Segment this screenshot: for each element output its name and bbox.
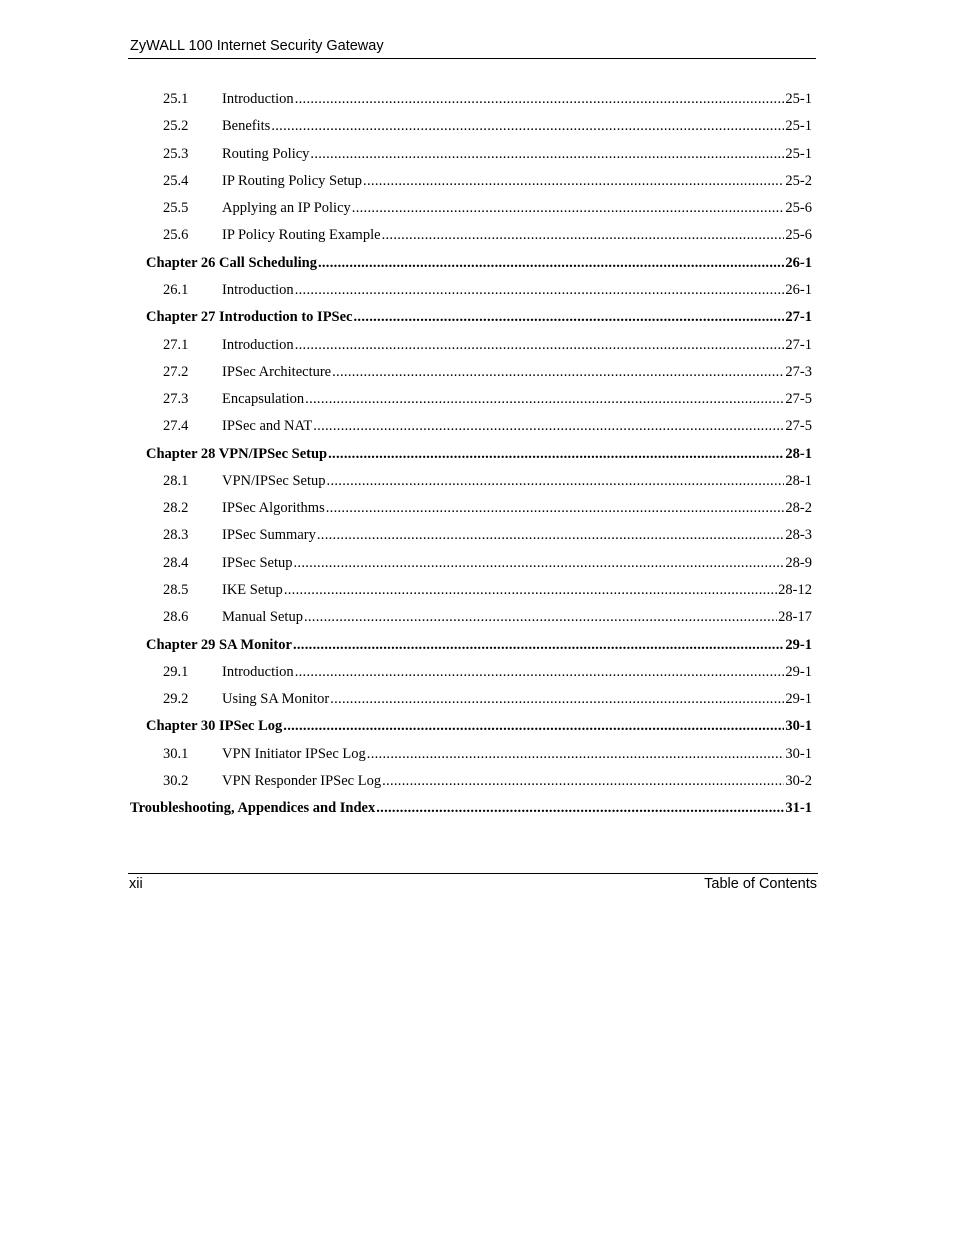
toc-entry-line <box>222 280 812 300</box>
dot-leader <box>284 580 777 600</box>
toc-entry-line <box>146 307 812 327</box>
toc-entry-line <box>222 389 812 409</box>
toc-entry-title: VPN Initiator IPSec Log <box>222 745 366 762</box>
toc-section-entry[interactable] <box>0 171 954 191</box>
toc-page-number: 28-1 <box>785 472 812 489</box>
toc-page-number: 27-5 <box>785 418 812 435</box>
document-title: ZyWALL 100 Internet Security Gateway <box>130 38 384 54</box>
dot-leader <box>283 716 784 736</box>
toc-entry-line <box>222 116 812 136</box>
dot-leader <box>326 498 785 518</box>
toc-section-entry[interactable] <box>0 771 954 791</box>
toc-page-number: 25-1 <box>785 145 812 162</box>
toc-page-number: 31-1 <box>785 800 812 817</box>
dot-leader <box>382 225 785 245</box>
toc-entry-title: IKE Setup <box>222 582 283 599</box>
toc-entry-title: Chapter 30 IPSec Log <box>146 718 283 735</box>
dot-leader <box>327 471 785 491</box>
toc-section-entry[interactable] <box>0 525 954 545</box>
toc-section-entry[interactable] <box>0 116 954 136</box>
toc-entry-line <box>130 798 812 818</box>
toc-entry-line <box>146 444 812 464</box>
toc-section-number: 30.2 <box>163 773 189 789</box>
dot-leader <box>367 744 785 764</box>
toc-section-number: 27.2 <box>163 363 189 380</box>
toc-section-number: 28.1 <box>163 472 189 489</box>
toc-entry-line <box>222 607 812 627</box>
toc-page-number: 27-1 <box>785 336 812 353</box>
toc-entry-title: Routing Policy <box>222 145 310 162</box>
toc-page-number: 28-9 <box>785 554 812 571</box>
dot-leader <box>318 253 784 273</box>
toc-section-number: 25.1 <box>163 91 189 107</box>
toc-entry-line <box>222 498 812 518</box>
toc-page-number: 25-6 <box>785 200 812 217</box>
toc-section-entry[interactable] <box>0 553 954 573</box>
dot-leader <box>295 89 785 109</box>
dot-leader <box>293 553 784 573</box>
page-number: xii <box>129 876 143 892</box>
toc-section-number: 28.2 <box>163 500 189 517</box>
toc-section-entry[interactable] <box>0 689 954 709</box>
toc-section-number: 26.1 <box>163 281 189 298</box>
dot-leader <box>295 280 785 300</box>
toc-page-number: 28-17 <box>778 609 812 626</box>
dot-leader <box>354 307 785 327</box>
dot-leader <box>317 525 785 545</box>
toc-page-number: 28-12 <box>778 582 812 599</box>
dot-leader <box>304 607 777 627</box>
toc-section-entry[interactable] <box>0 225 954 245</box>
toc-section-entry[interactable] <box>0 471 954 491</box>
toc-section-number: 25.3 <box>163 145 189 162</box>
toc-section-entry[interactable] <box>0 198 954 218</box>
toc-chapter-entry[interactable] <box>0 444 954 464</box>
dot-leader <box>313 416 784 436</box>
toc-entry-title: Chapter 29 SA Monitor <box>146 636 292 653</box>
toc-entry-line <box>146 716 812 736</box>
toc-entry-title: IPSec Setup <box>222 554 293 571</box>
toc-entry-line <box>222 416 812 436</box>
toc-page-number: 28-1 <box>785 445 812 462</box>
toc-section-number: 29.2 <box>163 691 189 708</box>
toc-section-entry[interactable] <box>0 362 954 382</box>
toc-entry-title: VPN/IPSec Setup <box>222 472 326 489</box>
toc-page-number: 25-2 <box>785 172 812 189</box>
toc-entry-title: Manual Setup <box>222 609 303 626</box>
toc-section-entry[interactable] <box>0 144 954 164</box>
toc-entry-title: Chapter 27 Introduction to IPSec <box>146 309 353 326</box>
dot-leader <box>330 689 784 709</box>
dot-leader <box>328 444 784 464</box>
toc-section-number: 27.4 <box>163 418 189 435</box>
toc-entry-line <box>222 225 812 245</box>
toc-entry-line <box>222 771 812 791</box>
dot-leader <box>352 198 785 218</box>
page-footer <box>128 873 818 894</box>
toc-entry-line <box>222 198 812 218</box>
toc-entry-line <box>222 171 812 191</box>
toc-section-entry[interactable] <box>0 89 954 109</box>
toc-section-entry[interactable] <box>0 580 954 600</box>
toc-section-number: 30.1 <box>163 745 189 762</box>
toc-entry-title: IPSec Algorithms <box>222 500 325 517</box>
toc-page-number: 30-1 <box>785 718 812 735</box>
toc-entry-title: Encapsulation <box>222 391 305 408</box>
toc-section-number: 27.3 <box>163 391 189 408</box>
dot-leader <box>295 662 785 682</box>
toc-entry-title: Applying an IP Policy <box>222 200 351 217</box>
toc-entry-line <box>222 144 812 164</box>
toc-page-number: 27-5 <box>785 391 812 408</box>
toc-section-entry[interactable] <box>0 498 954 518</box>
toc-section-number: 25.2 <box>163 118 189 135</box>
toc-part-entry[interactable] <box>0 798 954 818</box>
toc-entry-title: IPSec and NAT <box>222 418 313 435</box>
toc-chapter-entry[interactable] <box>0 307 954 327</box>
toc-page-number: 27-1 <box>785 309 812 326</box>
dot-leader <box>332 362 784 382</box>
toc-entry-line <box>146 253 812 273</box>
page-header <box>128 37 816 59</box>
footer-section-title: Table of Contents <box>704 876 817 892</box>
toc-section-number: 28.3 <box>163 527 189 544</box>
toc-section-number: 28.5 <box>163 582 189 599</box>
toc-section-entry[interactable] <box>0 280 954 300</box>
toc-page-number: 27-3 <box>785 363 812 380</box>
toc-section-number: 28.6 <box>163 609 189 626</box>
toc-entry-title: IPSec Architecture <box>222 363 332 380</box>
toc-section-entry[interactable] <box>0 744 954 764</box>
toc-chapter-entry[interactable] <box>0 253 954 273</box>
toc-entry-title: Benefits <box>222 118 271 135</box>
dot-leader <box>295 335 785 355</box>
toc-page-number: 28-3 <box>785 527 812 544</box>
dot-leader <box>376 798 784 818</box>
toc-section-number: 29.1 <box>163 663 189 680</box>
toc-section-entry[interactable] <box>0 389 954 409</box>
toc-entry-line <box>222 89 812 109</box>
toc-entry-line <box>146 635 812 655</box>
dot-leader <box>363 171 784 191</box>
toc-entry-line <box>222 580 812 600</box>
toc-page-number: 29-1 <box>785 636 812 653</box>
toc-section-entry[interactable] <box>0 335 954 355</box>
dot-leader <box>310 144 784 164</box>
toc-entry-title: Chapter 26 Call Scheduling <box>146 254 317 271</box>
dot-leader <box>305 389 784 409</box>
toc-section-entry[interactable] <box>0 607 954 627</box>
toc-entry-title: IP Policy Routing Example <box>222 227 381 244</box>
toc-entry-line <box>222 662 812 682</box>
toc-page-number: 25-1 <box>785 118 812 135</box>
toc-entry-line <box>222 553 812 573</box>
toc-section-entry[interactable] <box>0 416 954 436</box>
toc-entry-title: Introduction <box>222 336 294 353</box>
toc-entry-line <box>222 744 812 764</box>
toc-page-number: 30-2 <box>785 773 812 789</box>
toc-page-number: 26-1 <box>785 281 812 298</box>
toc-page-number: 29-1 <box>785 663 812 680</box>
dot-leader <box>271 116 784 136</box>
toc-entry-title: Troubleshooting, Appendices and Index <box>130 800 376 817</box>
toc-entry-title: Introduction <box>222 663 294 680</box>
toc-section-number: 25.6 <box>163 227 189 244</box>
toc-page-number: 26-1 <box>785 254 812 271</box>
toc-entry-line <box>222 362 812 382</box>
toc-entry-title: IP Routing Policy Setup <box>222 172 363 189</box>
toc-entry-title: Introduction <box>222 91 294 107</box>
toc-entry-title: Introduction <box>222 281 294 298</box>
toc-chapter-entry[interactable] <box>0 635 954 655</box>
toc-entry-line <box>222 335 812 355</box>
toc-entry-line <box>222 471 812 491</box>
toc-page-number: 28-2 <box>785 500 812 517</box>
toc-page-number: 29-1 <box>785 691 812 708</box>
toc-section-number: 25.4 <box>163 172 189 189</box>
dot-leader <box>382 771 784 791</box>
toc-page-number: 25-6 <box>785 227 812 244</box>
toc-section-entry[interactable] <box>0 662 954 682</box>
toc-entry-title: Chapter 28 VPN/IPSec Setup <box>146 445 328 462</box>
toc-section-number: 27.1 <box>163 336 189 353</box>
dot-leader <box>293 635 784 655</box>
toc-chapter-entry[interactable] <box>0 716 954 736</box>
toc-entry-line <box>222 689 812 709</box>
toc-section-number: 28.4 <box>163 554 189 571</box>
toc-page-number: 30-1 <box>785 745 812 762</box>
toc-entry-title: IPSec Summary <box>222 527 316 544</box>
toc-entry-line <box>222 525 812 545</box>
toc-section-number: 25.5 <box>163 200 189 217</box>
toc-page-number: 25-1 <box>785 91 812 107</box>
toc-entry-title: Using SA Monitor <box>222 691 330 708</box>
toc-entry-title: VPN Responder IPSec Log <box>222 773 382 789</box>
